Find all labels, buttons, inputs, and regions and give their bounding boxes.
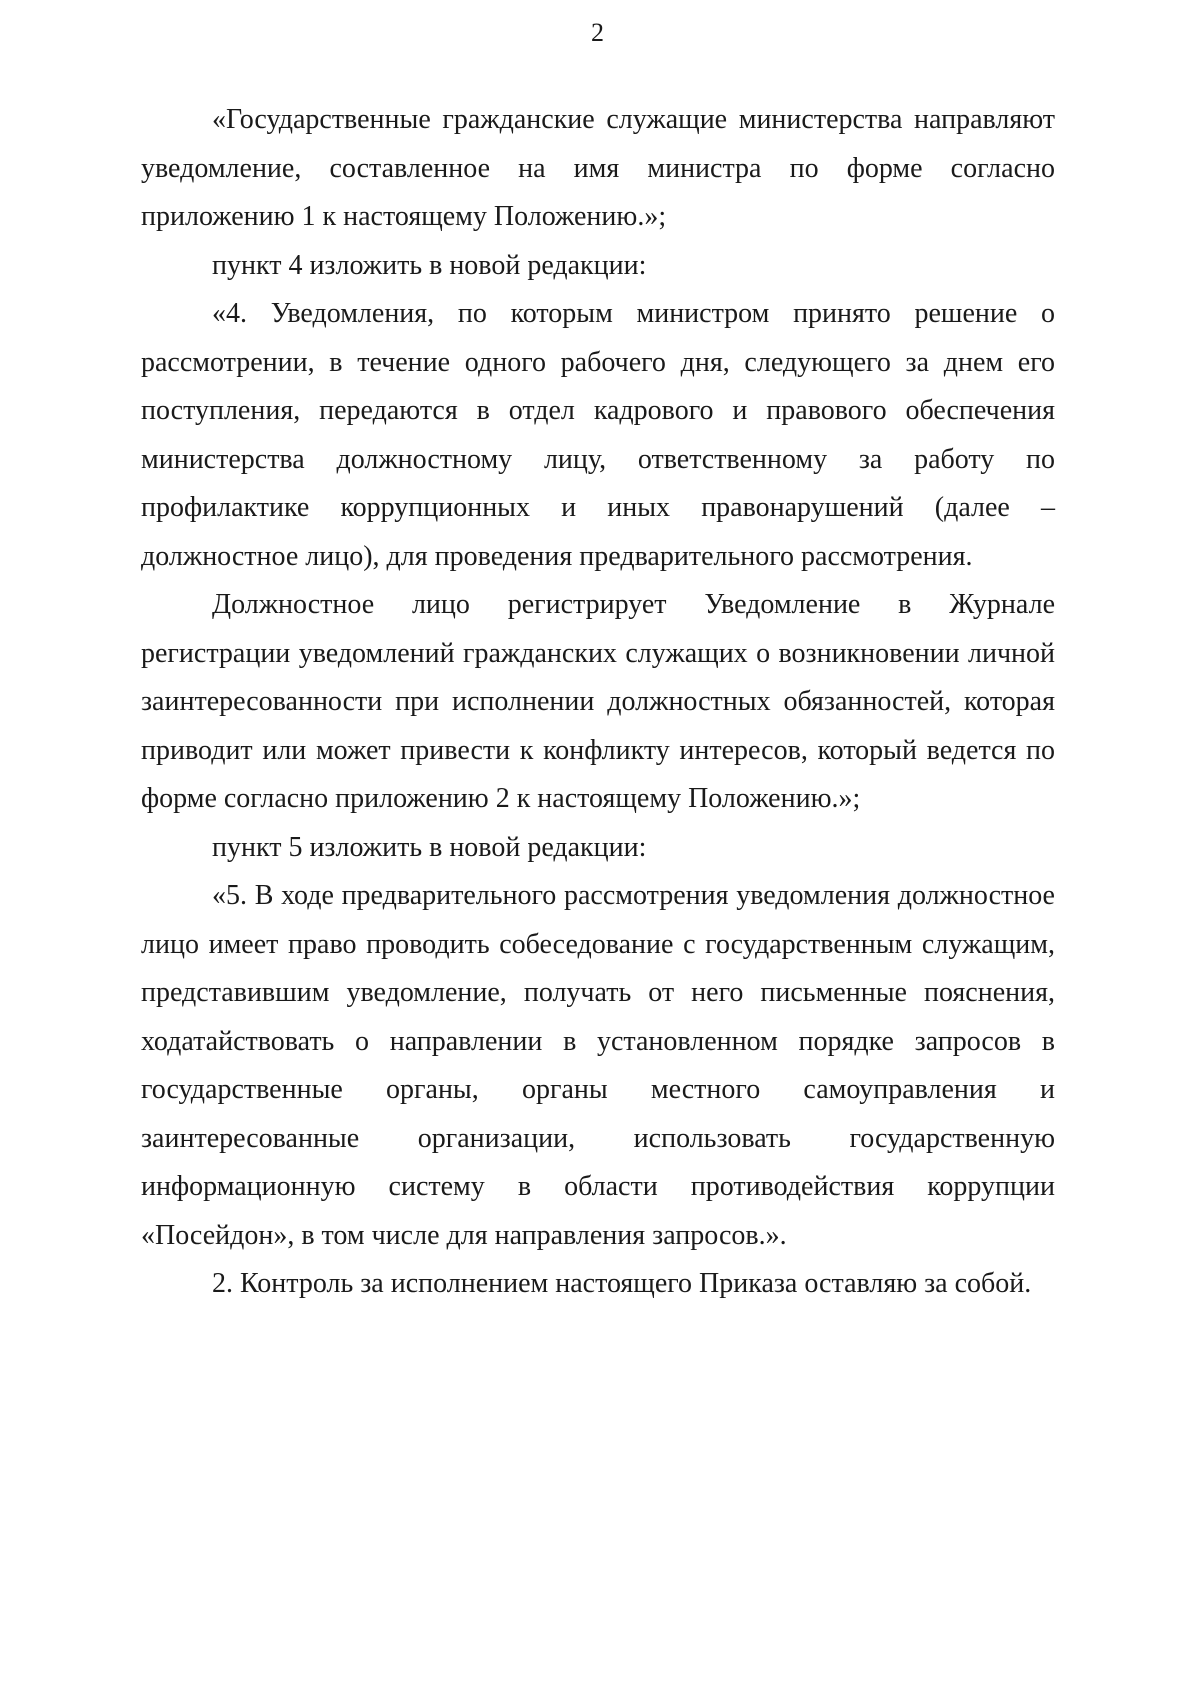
paragraph-item-5-instruction: пункт 5 изложить в новой редакции: <box>212 831 647 863</box>
paragraph-registration: Должностное лицо регистрирует Уведомление в Журнале регистрации уведомлений гражданских служащих о возникновении личной заинтересованности при исполнении должностных обязанностей, которая приводит или может привести к конфликту интересов, который ведется по форме согласно приложению 2 к настоящему Положению.»; <box>141 589 1055 814</box>
paragraph-control-clause: 2. Контроль за исполнением настоящего Приказа оставляю за собой. <box>212 1268 1032 1299</box>
document-body <box>141 96 1055 1309</box>
page-number: 2 <box>591 18 604 47</box>
paragraph-item-4-instruction: пункт 4 изложить в новой редакции: <box>212 249 647 281</box>
paragraph-item-4-text: «4. Уведомления, по которым министром принято решение о рассмотрении, в течение одного рабочего дня, следующего за днем его поступления, передаются в отдел кадрового и правового обеспечения министерства должностному лицу, ответственному за работу по профилактике коррупционных и иных правонарушений (далее – должностное лицо), для проведения предварительного рассмотрения. <box>141 298 1055 572</box>
paragraph-item-5-text: «5. В ходе предварительного рассмотрения уведомления должностное лицо имеет право проводить собеседование с государственным служащим, представившим уведомление, получать от него письменные пояснения, ходатайствовать о направлении в установленном порядке запросов в государственные органы, органы местного самоуправления и заинтересованные организации, использовать государственную информационную систему в области противодействия коррупции «Посейдон», в том числе для направления запросов.». <box>141 880 1055 1251</box>
paragraph-intro-quote: «Государственные гражданские служащие министерства направляют уведомление, составленное на имя министра по форме согласно приложению 1 к настоящему Положению.»; <box>141 104 1055 232</box>
